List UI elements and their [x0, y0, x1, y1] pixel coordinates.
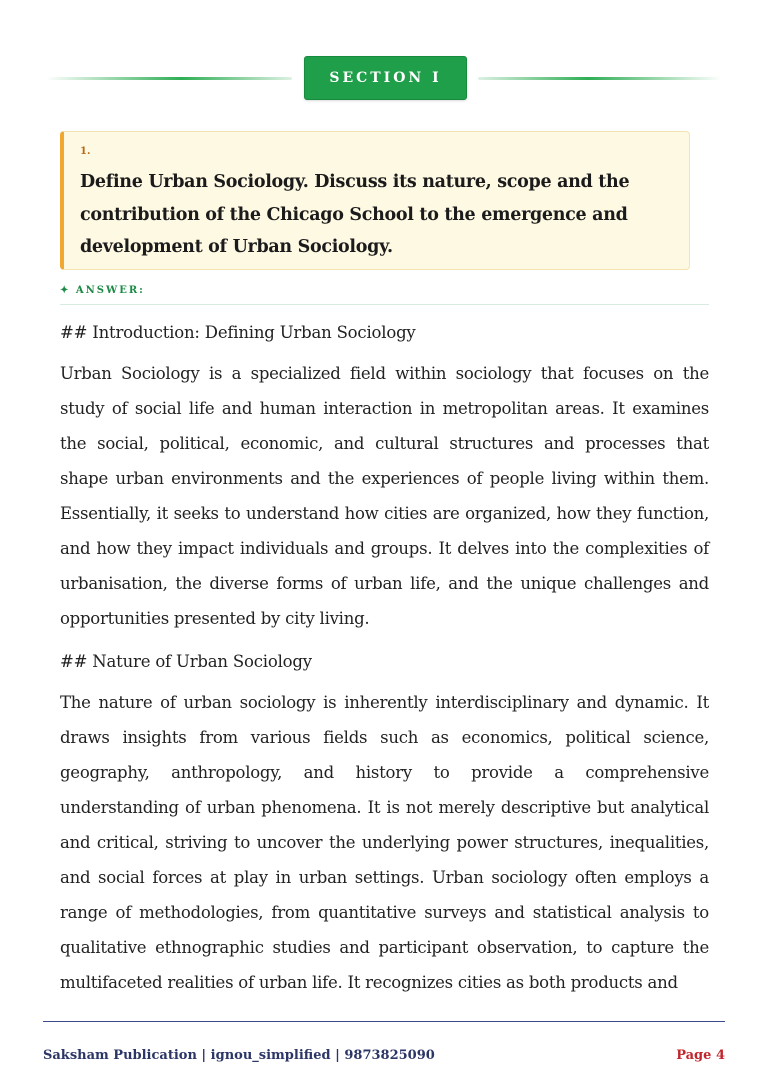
footer-publisher: Saksham Publication | ignou_simplified | 9873825090 [43, 1048, 435, 1063]
answer-label: ✦ ANSWER: [60, 285, 145, 296]
paragraph-introduction: Urban Sociology is a specialized field within sociology that focuses on the study of social life and human interaction in metropolitan areas. It examines the social, political, economic, and cultural structures and processes that shape urban environments and the experiences of people living within them. Essentially, it seeks to understand how cities are organized, how they function, and how they impact individuals and groups. It delves into the complexities of urbanisation, the diverse forms of urban life, and the unique challenges and opportunities presented by city living. [60, 364, 709, 628]
question-box [60, 131, 690, 270]
page-number: Page 4 [676, 1048, 725, 1063]
heading-nature: ## Nature of Urban Sociology [60, 652, 312, 671]
section-divider-right [478, 77, 722, 80]
question-number: 1. [80, 146, 91, 157]
footer-divider [43, 1021, 725, 1022]
answer-divider [60, 304, 709, 305]
answer-content [60, 316, 709, 1009]
section-badge: SECTION I [304, 56, 467, 100]
paragraph-nature: The nature of urban sociology is inherently interdisciplinary and dynamic. It draws insights from various fields such as economics, political science, geography, anthropology, and history to provide a comprehensive understanding of urban phenomena. It is not merely descriptive but analytical and critical, striving to uncover the underlying power structures, inequalities, and social forces at play in urban settings. Urban sociology often employs a range of methodologies, from quantitative surveys and statistical analysis to qualitative ethnographic studies and participant observation, to capture the multifaceted realities of urban life. It recognizes cities as both products and [60, 693, 709, 992]
section-divider-left [46, 77, 292, 80]
question-text: Define Urban Sociology. Discuss its nature, scope and the contribution of the Chicago School to the emergence and development of Urban Sociology. [80, 172, 630, 257]
section-header [0, 56, 768, 100]
heading-introduction: ## Introduction: Defining Urban Sociology [60, 323, 416, 342]
